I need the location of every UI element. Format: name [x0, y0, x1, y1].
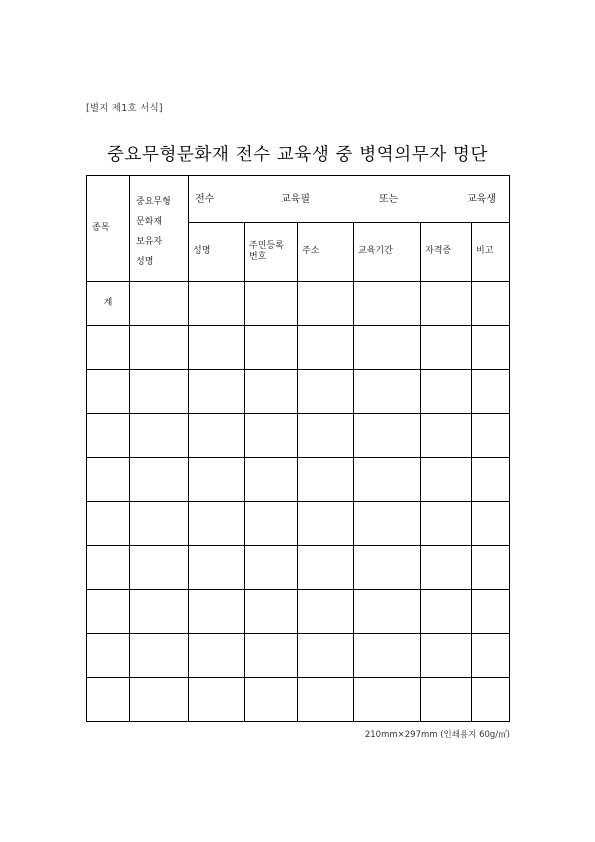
table-cell: [354, 326, 421, 370]
table-cell: [298, 590, 354, 634]
total-label-cell: [87, 282, 130, 326]
table-cell: [354, 634, 421, 678]
holder-header-line: 문화재: [136, 217, 163, 227]
table-cell: [87, 590, 130, 634]
table-cell: [421, 590, 472, 634]
table-cell: [298, 678, 354, 722]
table-cell: [354, 546, 421, 590]
table-cell: [245, 326, 298, 370]
table-cell: [472, 590, 510, 634]
table-cell: [472, 370, 510, 414]
sub-header-cell: [298, 223, 354, 282]
total-row: [87, 282, 510, 326]
document-title: 중요무형문화재 전수 교육생 중 병역의무자 명단: [107, 145, 488, 165]
table-cell: [472, 414, 510, 458]
table-cell: [130, 634, 189, 678]
paper-size-note: 210mm×297mm (인쇄용지 60g/㎡): [364, 730, 510, 740]
table-cell: [130, 678, 189, 722]
table-cell: [189, 546, 245, 590]
banner-word: 또는: [379, 194, 399, 205]
table-cell: [245, 282, 298, 326]
banner-word: 교육필: [281, 194, 310, 205]
holder-header-line: 보유자: [136, 237, 163, 247]
table-cell: [189, 414, 245, 458]
table-cell: [189, 634, 245, 678]
table-cell: [87, 414, 130, 458]
table-cell: [298, 634, 354, 678]
form-number-label: [별지 제1호 서식]: [86, 103, 163, 114]
table-cell: [421, 634, 472, 678]
table-cell: [298, 282, 354, 326]
table-cell: [298, 546, 354, 590]
table-cell: [421, 678, 472, 722]
table-cell: [130, 414, 189, 458]
table-cell: [87, 502, 130, 546]
table-cell: [87, 634, 130, 678]
table-row: [87, 502, 510, 546]
table-cell: [421, 326, 472, 370]
sub-header-label: 교육기간: [358, 246, 393, 257]
table-cell: [421, 282, 472, 326]
table-cell: [421, 414, 472, 458]
table-cell: [130, 458, 189, 502]
table-row: [87, 590, 510, 634]
table-cell: [245, 546, 298, 590]
table-row: [87, 678, 510, 722]
banner-word: 전수: [195, 194, 215, 205]
table-cell: [472, 458, 510, 502]
banner-word: 교육생: [467, 194, 496, 205]
header-row-top: [87, 176, 510, 223]
table-cell: [87, 678, 130, 722]
table-cell: [87, 370, 130, 414]
total-label: 계: [103, 297, 113, 308]
table-cell: [87, 458, 130, 502]
header-jongmok-label: 종목: [92, 222, 110, 233]
table-cell: [189, 458, 245, 502]
table-cell: [189, 502, 245, 546]
table-cell: [298, 502, 354, 546]
table-cell: [298, 370, 354, 414]
table-cell: [472, 502, 510, 546]
sub-header-cell: [354, 223, 421, 282]
table-cell: [354, 414, 421, 458]
table-cell: [130, 370, 189, 414]
table-cell: [298, 414, 354, 458]
table-cell: [189, 282, 245, 326]
table-cell: [298, 326, 354, 370]
table-cell: [130, 326, 189, 370]
table-cell: [298, 458, 354, 502]
table-cell: [87, 546, 130, 590]
header-cell-trainee-banner: [189, 176, 510, 223]
table-cell: [421, 370, 472, 414]
table-row: [87, 370, 510, 414]
table-cell: [245, 678, 298, 722]
table-row: [87, 458, 510, 502]
sub-header-cell: [245, 223, 298, 282]
table-cell: [354, 590, 421, 634]
table-cell: [472, 326, 510, 370]
sub-header-cell: [472, 223, 510, 282]
table-cell: [245, 590, 298, 634]
sub-header-cell: [189, 223, 245, 282]
table-cell: [354, 458, 421, 502]
table-row: [87, 414, 510, 458]
sub-header-cell: [421, 223, 472, 282]
table-row: [87, 326, 510, 370]
holder-header-line: 성명: [136, 257, 154, 267]
sub-header-label: 주소: [302, 246, 320, 257]
table-cell: [472, 546, 510, 590]
table-cell: [245, 414, 298, 458]
table-cell: [472, 634, 510, 678]
table-cell: [245, 458, 298, 502]
table-cell: [130, 282, 189, 326]
sub-header-label: 자격증: [425, 246, 452, 257]
sub-header-label: 성명: [193, 246, 211, 257]
table-cell: [354, 678, 421, 722]
table-cell: [354, 282, 421, 326]
holder-header-line: 중요무형: [136, 197, 171, 207]
table-cell: [189, 678, 245, 722]
table-cell: [130, 546, 189, 590]
table-cell: [189, 370, 245, 414]
table-row: [87, 634, 510, 678]
table-cell: [245, 370, 298, 414]
table-cell: [472, 678, 510, 722]
trainee-roster-table: [86, 175, 510, 722]
table-cell: [130, 502, 189, 546]
table-cell: [472, 282, 510, 326]
table-cell: [354, 502, 421, 546]
sub-header-label: 비고: [476, 246, 494, 257]
table-cell: [354, 370, 421, 414]
table-cell: [245, 502, 298, 546]
table-cell: [130, 590, 189, 634]
table-cell: [189, 326, 245, 370]
header-cell-holder-name: [130, 176, 189, 282]
header-cell-jongmok: [87, 176, 130, 282]
table-cell: [421, 502, 472, 546]
table-row: [87, 546, 510, 590]
table-cell: [421, 458, 472, 502]
table-cell: [421, 546, 472, 590]
table-cell: [245, 634, 298, 678]
sub-header-label: 주민등록 번호: [249, 240, 284, 262]
table-cell: [87, 326, 130, 370]
table-cell: [189, 590, 245, 634]
